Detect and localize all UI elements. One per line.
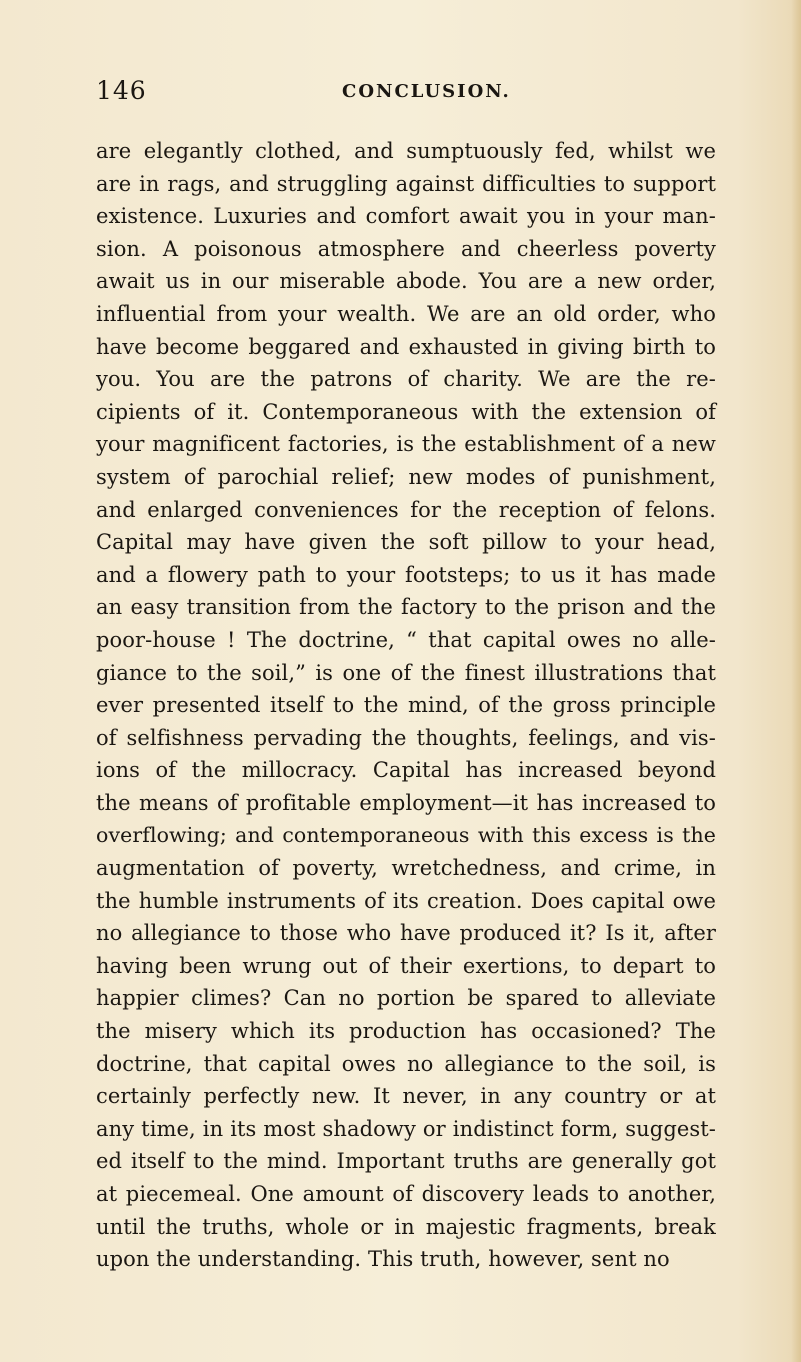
text-line: of selfishness pervading the thoughts, feelings, and vis- (96, 725, 716, 750)
text-line: existence. Luxuries and comfort await you in your man- (96, 204, 716, 229)
text-line: doctrine, that capital owes no allegiance to the soil, is (96, 1051, 716, 1076)
text-line: upon the understanding. This truth, however, sent no (96, 1247, 670, 1272)
text-line: ions of the millocracy. Capital has increased beyond (96, 758, 716, 783)
text-line: cipients of it. Contemporaneous with the extension of (96, 399, 716, 424)
text-line: certainly perfectly new. It never, in any country or at (96, 1084, 716, 1109)
text-line: sion. A poisonous atmosphere and cheerless poverty (96, 236, 716, 261)
text-line: the misery which its production has occasioned? The (96, 1019, 716, 1044)
text-line: at piecemeal. One amount of discovery leads to another, (96, 1182, 716, 1206)
text-line: giance to the soil,” is one of the finest illustrations that (96, 660, 716, 685)
text-line: the humble instruments of its creation. Does capital owe (96, 888, 716, 913)
text-line: Capital may have given the soft pillow to your head, (96, 530, 716, 555)
text-line: have become beggared and exhausted in giving birth to (96, 334, 716, 359)
running-title: CONCLUSION. (342, 81, 511, 102)
text-line: an easy transition from the factory to the prison and the (96, 595, 716, 620)
page-edge-shadow (791, 0, 801, 1362)
text-line: and a flowery path to your footsteps; to us it has made (96, 562, 716, 587)
text-line: system of parochial relief; new modes of punishment, (96, 464, 716, 489)
text-line: are elegantly clothed, and sumptuously fed, whilst we (96, 139, 716, 163)
body-text (96, 135, 716, 1276)
text-line: augmentation of poverty, wretchedness, and crime, in (96, 856, 716, 881)
text-line: poor-house ! The doctrine, “ that capital owes no alle- (96, 627, 716, 652)
text-line: your magnificent factories, is the establishment of a new (96, 432, 716, 457)
page-number: 146 (96, 76, 147, 105)
text-line: await us in our miserable abode. You are a new order, (96, 269, 716, 294)
text-line: and enlarged conveniences for the reception of felons. (96, 497, 716, 522)
text-line: until the truths, whole or in majestic fragments, break (96, 1214, 716, 1239)
text-line: ever presented itself to the mind, of the gross principle (96, 693, 716, 718)
text-line: ed itself to the mind. Important truths are generally got (96, 1149, 716, 1174)
text-line: you. You are the patrons of charity. We are the re- (96, 367, 716, 392)
text-line: any time, in its most shadowy or indistinct form, suggest- (96, 1116, 716, 1141)
text-line: having been wrung out of their exertions, to depart to (96, 953, 716, 978)
text-line: no allegiance to those who have produced it? Is it, after (96, 921, 716, 946)
text-line: happier climes? Can no portion be spared to alleviate (96, 986, 716, 1011)
text-line: overflowing; and contemporaneous with this excess is the (96, 823, 716, 848)
text-line: influential from your wealth. We are an old order, who (96, 301, 716, 326)
text-line: are in rags, and struggling against difficulties to support (96, 171, 716, 196)
running-head (96, 76, 716, 116)
text-line: the means of profitable employment—it has increased to (96, 790, 716, 815)
